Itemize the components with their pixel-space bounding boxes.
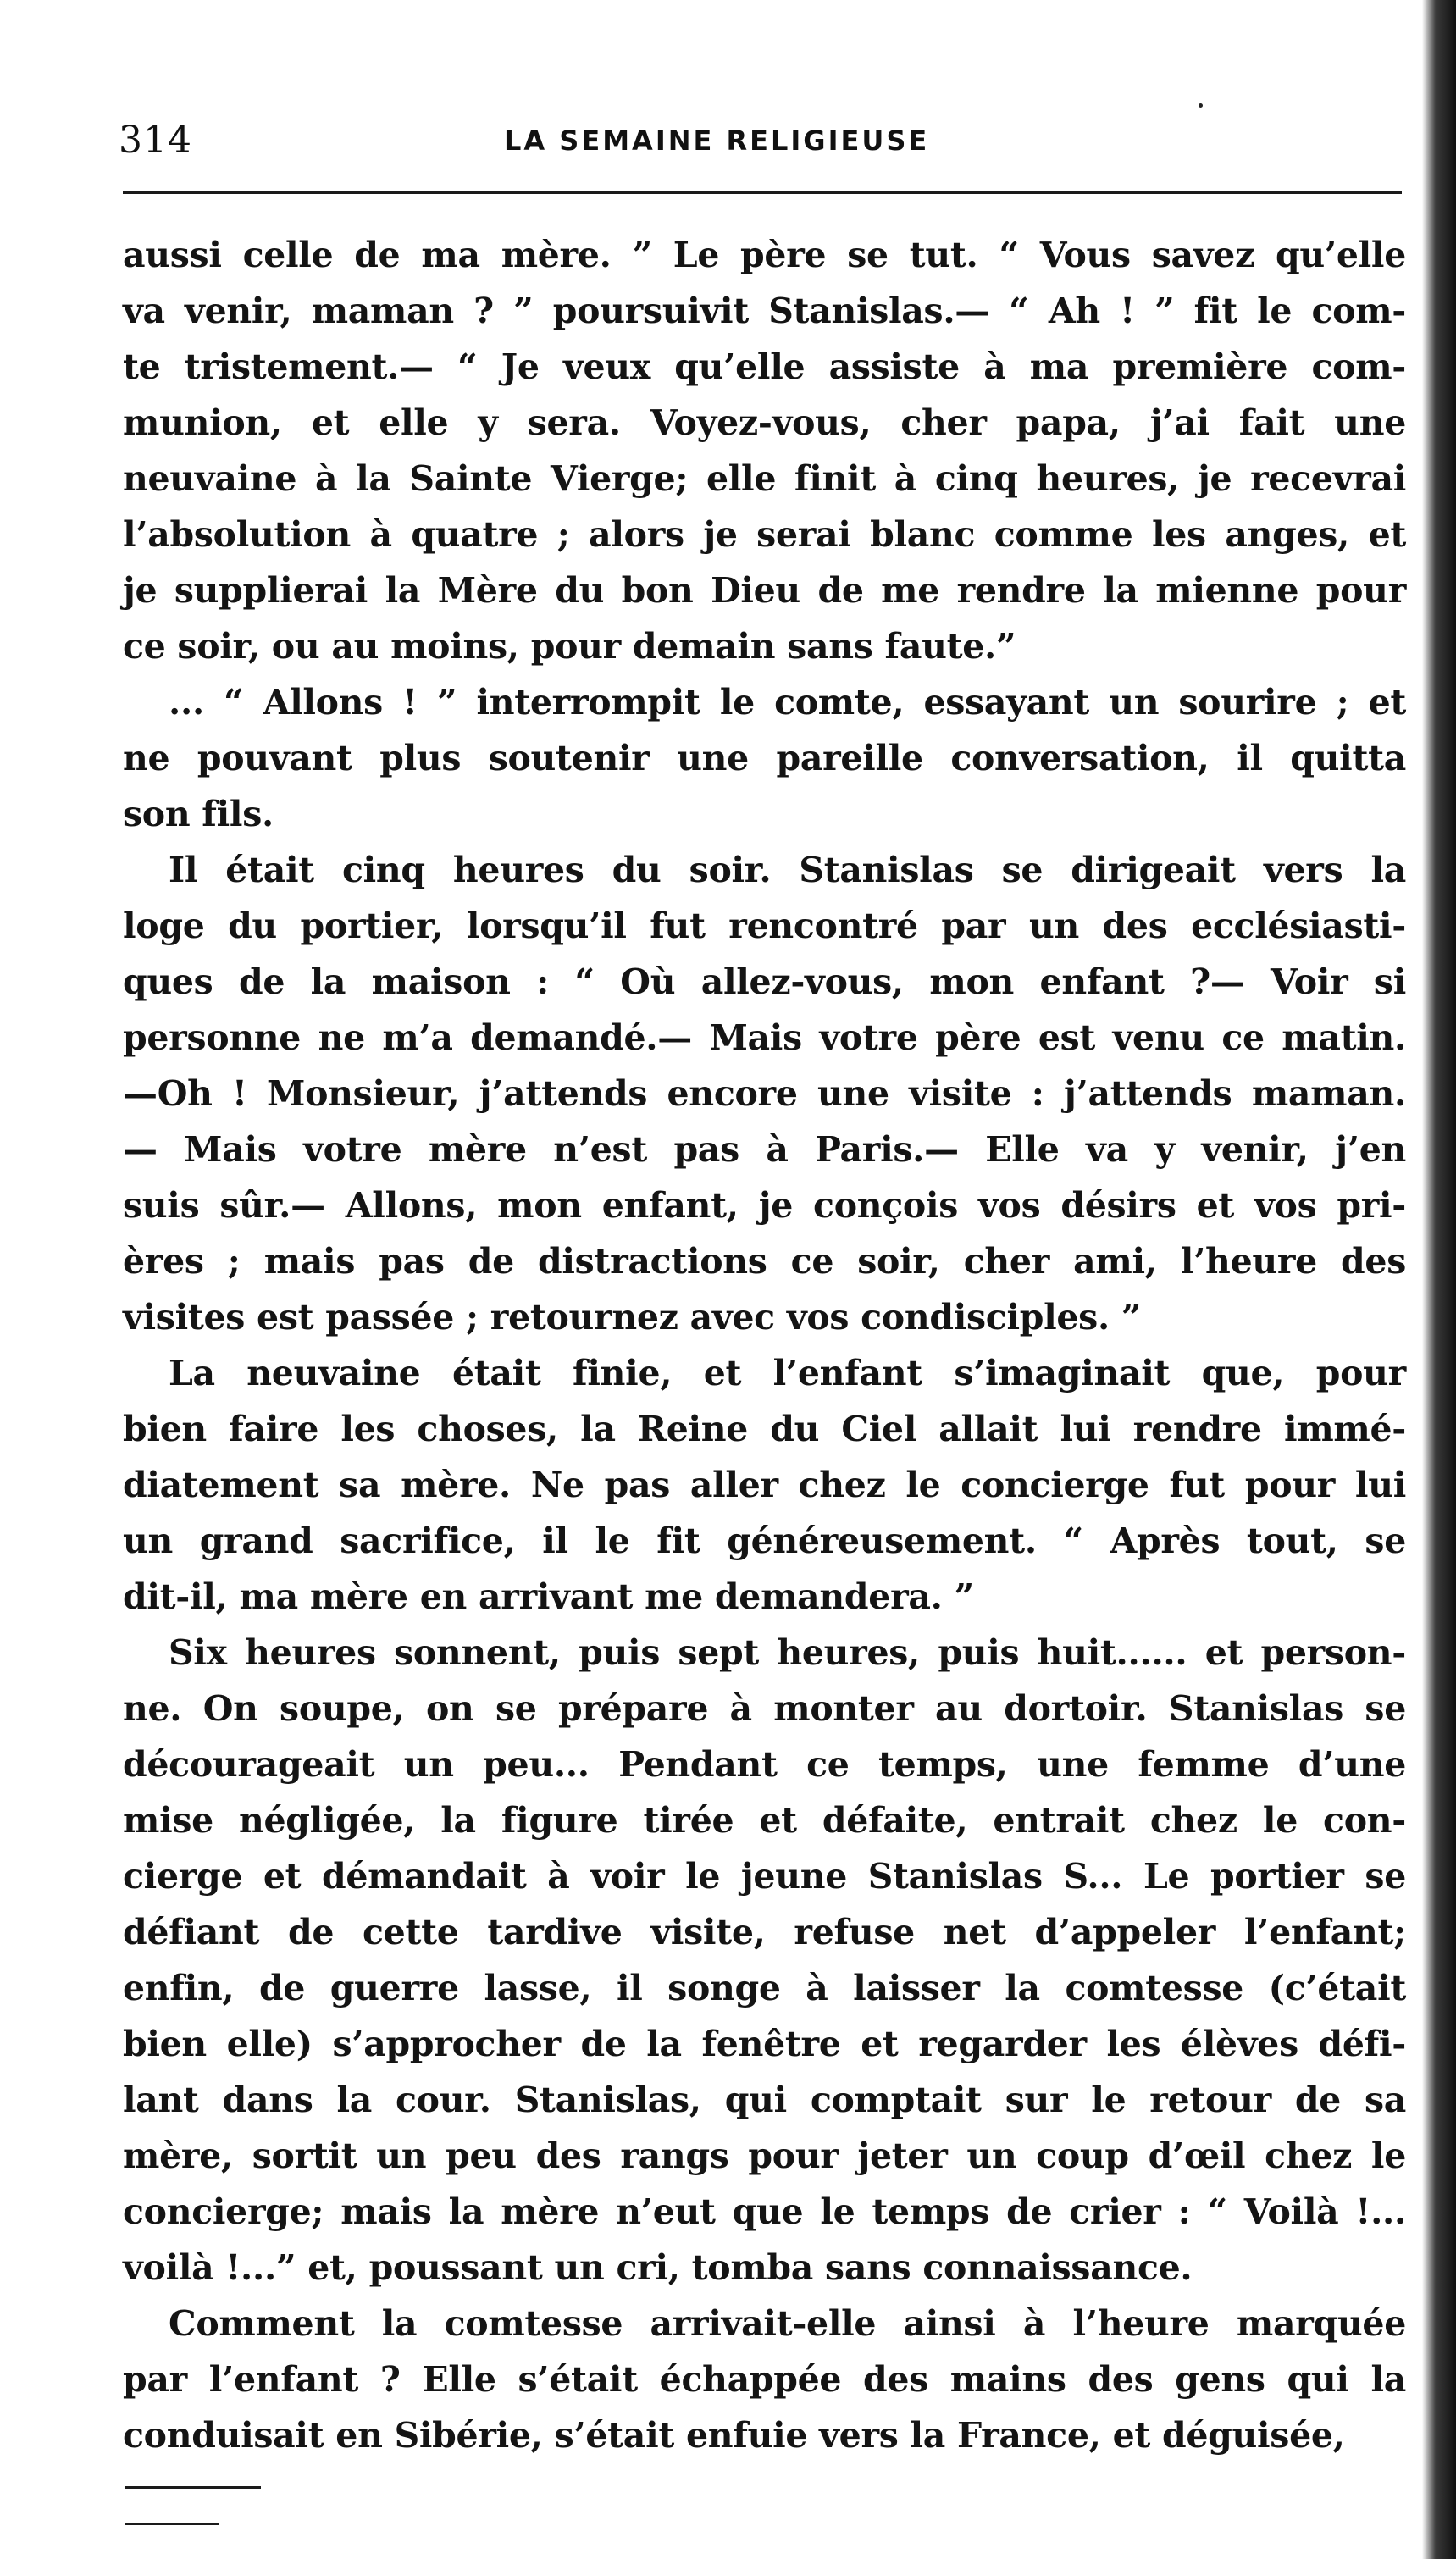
header-rule	[123, 191, 1402, 194]
text-line: Six heures sonnent, puis sept heures, puis huit...... et person-	[169, 1632, 1406, 1673]
text-line: lant dans la cour. Stanislas, qui comptait sur le retour de sa	[123, 2080, 1406, 2120]
page-number: 314	[119, 119, 192, 162]
text-line: mère, sortit un peu des rangs pour jeter un coup d’œil chez le	[123, 2135, 1406, 2176]
text-line: cierge et démandait à voir le jeune Stanislas S... Le portier se	[123, 1856, 1406, 1897]
text-line: voilà !...” et, poussant un cri, tomba sans connaissance.	[123, 2247, 1193, 2288]
text-line: personne ne m’a demandé.— Mais votre père est venu ce matin.	[123, 1017, 1406, 1058]
text-line: ques de la maison : “ Où allez-vous, mon enfant ?— Voir si	[123, 961, 1406, 1002]
paragraph	[123, 2296, 1406, 2463]
running-head: LA SEMAINE RELIGIEUSE	[504, 125, 930, 157]
text-line: dit-il, ma mère en arrivant me demandera. ”	[123, 1576, 974, 1617]
text-line: te tristement.— “ Je veux qu’elle assiste à ma première com-	[123, 346, 1406, 387]
ink-speck	[1199, 103, 1203, 108]
paragraph	[123, 1625, 1406, 2296]
paragraph	[123, 674, 1406, 842]
text-line: un grand sacrifice, il le fit généreusement. “ Après tout, se	[123, 1520, 1406, 1561]
text-line: concierge; mais la mère n’eut que le temps de crier : “ Voilà !...	[123, 2191, 1406, 2232]
text-line: —Oh ! Monsieur, j’attends encore une visite : j’attends maman.	[123, 1073, 1406, 1114]
text-line: aussi celle de ma mère. ” Le père se tut. “ Vous savez qu’elle	[123, 235, 1406, 275]
text-line: neuvaine à la Sainte Vierge; elle finit à cinq heures, je recevrai	[123, 458, 1406, 499]
body-text	[123, 227, 1406, 2463]
underline-mark	[125, 2523, 219, 2525]
text-line: mise négligée, la figure tirée et défaite, entrait chez le con-	[123, 1800, 1406, 1841]
text-line: Comment la comtesse arrivait-elle ainsi à l’heure marquée	[169, 2303, 1406, 2344]
paragraph	[123, 842, 1406, 1345]
text-line: ... “ Allons ! ” interrompit le comte, essayant un sourire ; et	[169, 682, 1406, 723]
text-line: — Mais votre mère n’est pas à Paris.— Elle va y venir, j’en	[123, 1129, 1406, 1170]
text-line: ne pouvant plus soutenir une pareille conversation, il quitta	[123, 738, 1406, 778]
text-line: La neuvaine était finie, et l’enfant s’imaginait que, pour	[169, 1353, 1406, 1393]
paragraph	[123, 1345, 1406, 1625]
text-line: bien faire les choses, la Reine du Ciel allait lui rendre immé-	[123, 1409, 1406, 1449]
text-line: suis sûr.— Allons, mon enfant, je conçois vos désirs et vos pri-	[123, 1185, 1406, 1226]
text-line: défiant de cette tardive visite, refuse net d’appeler l’enfant;	[123, 1912, 1406, 1952]
text-line: visites est passée ; retournez avec vos condisciples. ”	[123, 1297, 1142, 1338]
text-line: ères ; mais pas de distractions ce soir, cher ami, l’heure des	[123, 1241, 1406, 1282]
text-line: par l’enfant ? Elle s’était échappée des mains des gens qui la	[123, 2359, 1406, 2400]
text-line: va venir, maman ? ” poursuivit Stanislas.— “ Ah ! ” fit le com-	[123, 291, 1406, 331]
text-line: l’absolution à quatre ; alors je serai blanc comme les anges, et	[123, 514, 1406, 555]
text-line: enfin, de guerre lasse, il songe à laisser la comtesse (c’était	[123, 1968, 1406, 2008]
underline-mark	[125, 2486, 261, 2489]
text-line: munion, et elle y sera. Voyez-vous, cher papa, j’ai fait une	[123, 402, 1406, 443]
text-line: bien elle) s’approcher de la fenêtre et regarder les élèves défi-	[123, 2024, 1406, 2064]
text-line: je supplierai la Mère du bon Dieu de me rendre la mienne pour	[123, 570, 1406, 611]
text-line: conduisait en Sibérie, s’était enfuie vers la France, et déguisée,	[123, 2415, 1345, 2456]
text-line: diatement sa mère. Ne pas aller chez le concierge fut pour lui	[123, 1465, 1406, 1505]
text-line: ce soir, ou au moins, pour demain sans faute.”	[123, 626, 1016, 667]
binding-shadow	[1422, 0, 1456, 2559]
text-line: décourageait un peu... Pendant ce temps, une femme d’une	[123, 1744, 1406, 1785]
paragraph	[123, 227, 1406, 674]
text-line: ne. On soupe, on se prépare à monter au dortoir. Stanislas se	[123, 1688, 1406, 1729]
page-header	[119, 119, 1372, 169]
text-line: Il était cinq heures du soir. Stanislas se dirigeait vers la	[169, 850, 1406, 890]
text-line: son fils.	[123, 794, 274, 834]
text-line: loge du portier, lorsqu’il fut rencontré par un des ecclésiasti-	[123, 906, 1406, 946]
